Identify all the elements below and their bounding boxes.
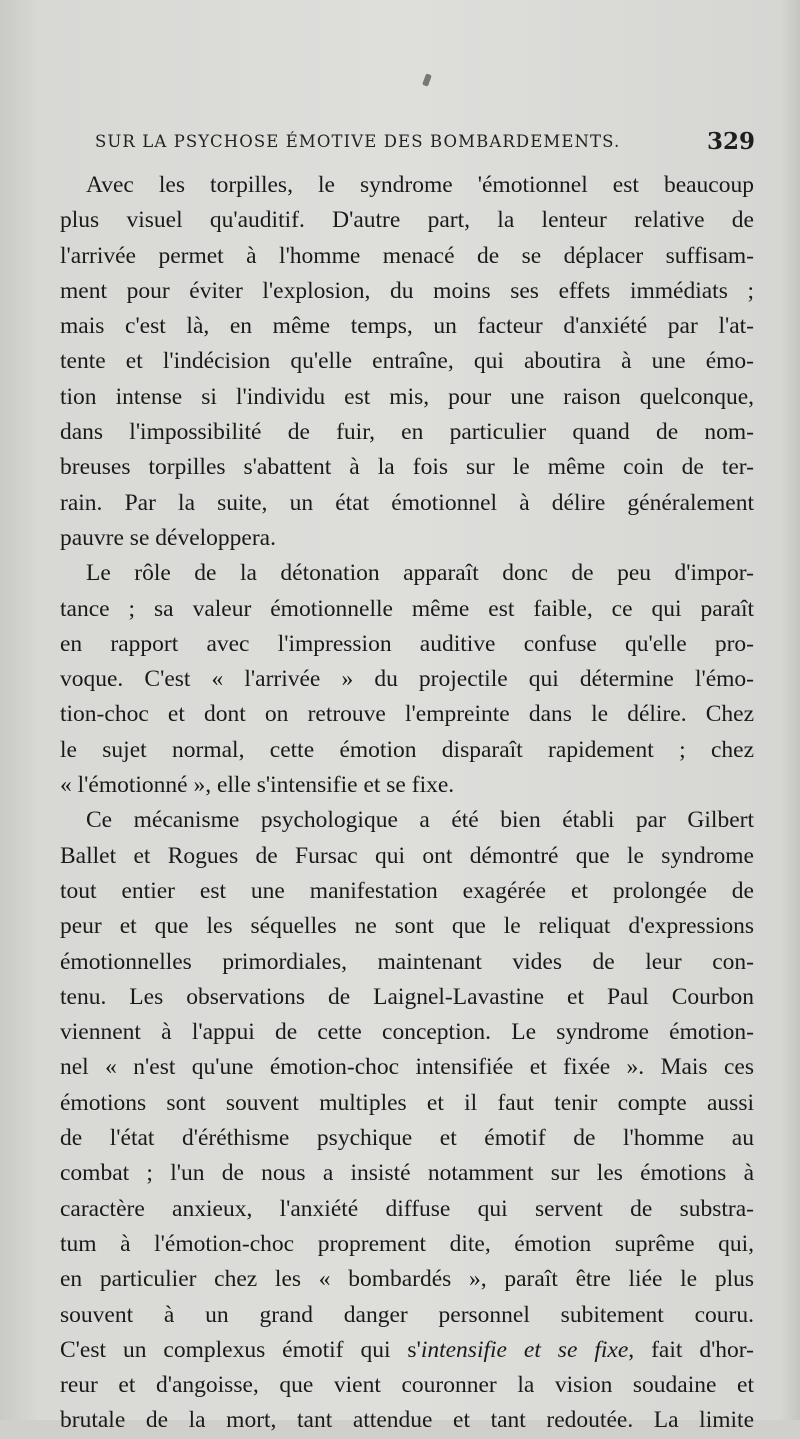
text-line: émotions sont souvent multiples et il faut tenir compte aussi [60, 1089, 754, 1116]
page-header [95, 128, 755, 158]
text-line: nel « n'est qu'une émotion-choc intensifiée et fixée ». Mais ces [60, 1054, 754, 1081]
text-line: le sujet normal, cette émotion disparaît rapidement ; chez [60, 736, 754, 763]
text-line: tente et l'indécision qu'elle entraîne, qui aboutira à une émo- [60, 348, 754, 375]
text-line: Ballet et Rogues de Fursac qui ont démontré que le syndrome [60, 842, 754, 869]
text-line: breuses torpilles s'abattent à la fois sur le même coin de ter- [60, 454, 754, 481]
text-line: en particulier chez les « bombardés », paraît être liée le plus [60, 1266, 754, 1293]
text-line: voque. C'est « l'arrivée » du projectile qui détermine l'émo- [60, 666, 754, 693]
text-line: tenu. Les observations de Laignel-Lavastine et Paul Courbon [60, 983, 754, 1010]
text-line: plus visuel qu'auditif. D'autre part, la lenteur relative de [60, 207, 754, 234]
text-line: pauvre se développera. [60, 524, 276, 551]
text-line: viennent à l'appui de cette conception. Le syndrome émotion- [60, 1019, 754, 1046]
text-line: dans l'impossibilité de fuir, en particulier quand de nom- [60, 419, 754, 446]
text-line: tance ; sa valeur émotionnelle même est faible, ce qui paraît [60, 595, 754, 622]
text-line: rain. Par la suite, un état émotionnel à délire généralement [60, 489, 754, 516]
text-line: ment pour éviter l'explosion, du moins ses effets immédiats ; [60, 277, 754, 304]
text-line: émotionnelles primordiales, maintenant vides de leur con- [60, 948, 754, 975]
text-segment: , fait d'hor- [628, 1336, 754, 1363]
text-segment: C'est un complexus émotif qui s' [60, 1336, 421, 1363]
text-line: caractère anxieux, l'anxiété diffuse qui servent de substra- [60, 1195, 754, 1222]
text-line: brutale de la mort, tant attendue et tant redoutée. La limite [60, 1407, 754, 1434]
text-line: Avec les torpilles, le syndrome 'émotionnel est beaucoup [86, 172, 754, 198]
text-line: en rapport avec l'impression auditive confuse qu'elle pro- [60, 630, 754, 657]
text-line: « l'émotionné », elle s'intensifie et se fixe. [60, 772, 455, 799]
text-line: combat ; l'un de nous a insisté notamment sur les émotions à [60, 1160, 754, 1187]
text-line: Ce mécanisme psychologique a été bien établi par Gilbert [86, 807, 754, 834]
text-line: peur et que les séquelles ne sont que le reliquat d'expressions [60, 913, 754, 940]
text-line: reur et d'angoisse, que vient couronner la vision soudaine et [60, 1372, 754, 1399]
text-line: tion-choc et dont on retrouve l'empreinte dans le délire. Chez [60, 701, 754, 728]
text-line: tum à l'émotion-choc proprement dite, émotion suprême qui, [60, 1230, 754, 1257]
text-line-with-italic [60, 1333, 754, 1368]
text-line: Le rôle de la détonation apparaît donc de peu d'impor- [86, 560, 754, 587]
print-blemish [422, 73, 432, 86]
text-line: souvent à un grand danger personnel subitement couru. [60, 1301, 754, 1328]
text-line: de l'état d'éréthisme psychique et émotif de l'homme au [60, 1125, 754, 1152]
text-line: mais c'est là, en même temps, un facteur d'anxiété par l'at- [60, 313, 754, 340]
text-line: l'arrivée permet à l'homme menacé de se déplacer suffisam- [60, 242, 754, 269]
text-line: tout entier est une manifestation exagérée et prolongée de [60, 877, 754, 904]
text-line: tion intense si l'individu est mis, pour une raison quelconque, [60, 383, 754, 410]
italic-phrase: intensifie et se fixe [420, 1336, 629, 1363]
body-text [60, 168, 754, 1439]
page-number: 329 [706, 128, 755, 155]
running-title: SUR LA PSYCHOSE ÉMOTIVE DES BOMBARDEMENTS. [95, 132, 621, 151]
